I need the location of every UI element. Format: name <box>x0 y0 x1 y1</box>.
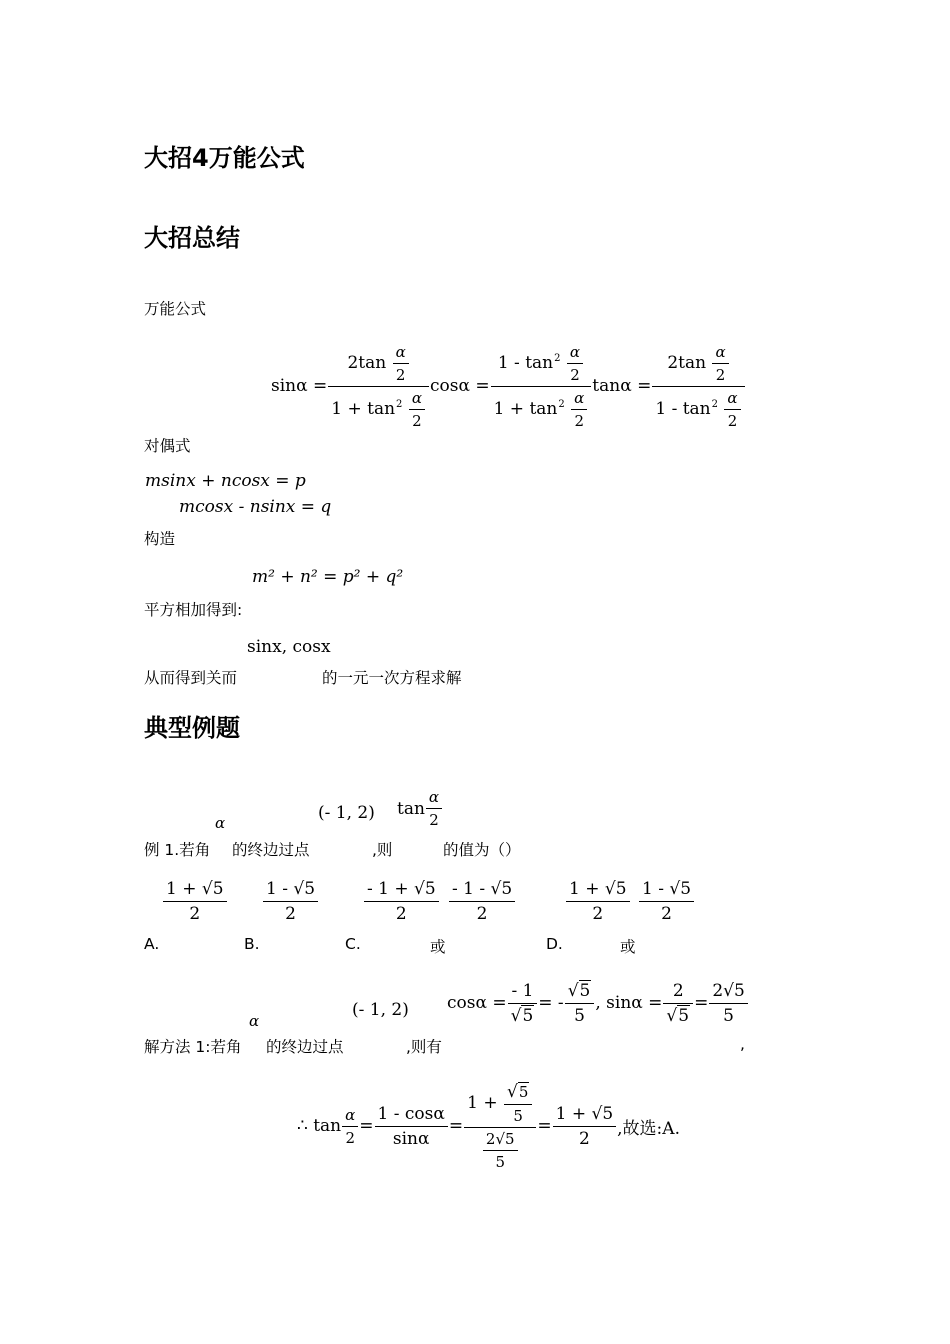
solution-point: (- 1, 2) <box>352 1000 409 1020</box>
option-c-value-1: $\frac{- 1 + √5}{2}$ <box>363 879 440 924</box>
option-b-label[interactable]: B. <box>244 935 260 953</box>
solution-mid2: ,则有 <box>406 1038 442 1056</box>
section-heading-summary: 大招总结 <box>144 224 240 252</box>
cos-fraction: $1 - \tan^2$ $\frac{\alpha}{2}$ $1 + \tan^2$ $\frac{\alpha}{2}$ <box>491 343 592 430</box>
cos-lhs: cosα = <box>429 376 490 396</box>
option-d-value-2: $\frac{1 - √5}{2}$ <box>638 879 695 924</box>
alpha-symbol: α <box>215 814 226 832</box>
sin-fraction: 2tan $\frac{\alpha}{2}$ $1 + \tan^2$ $\frac{\alpha}{2}$ <box>328 343 429 430</box>
option-d-or: 或 <box>620 938 636 956</box>
result-text-b: 的一元一次方程求解 <box>322 669 462 687</box>
option-b-value: $\frac{1 - √5}{2}$ <box>262 879 319 924</box>
option-a-label[interactable]: A. <box>144 935 160 953</box>
construct-label: 构造 <box>144 530 176 548</box>
option-c-or: 或 <box>430 938 446 956</box>
section-heading-examples: 典型例题 <box>144 714 240 742</box>
example-mid1: 的终边过点 <box>232 841 310 859</box>
equation-2: mcosx - nsinx = q <box>179 497 332 517</box>
example-mid2: ,则 <box>372 841 393 859</box>
option-d-label[interactable]: D. <box>546 935 563 953</box>
solution-cos-sin: cosα = $\frac{- 1}{√5}$ = - $\frac{√5}{5}$ , sinα = $\frac{2}{√5}$ = $\frac{2√5}{5}$ <box>447 976 749 1030</box>
add-label: 平方相加得到: <box>144 601 243 619</box>
tan-half-alpha: tan $\frac{\alpha}{2}$ <box>397 788 443 829</box>
example-suffix: 的值为（） <box>443 841 521 859</box>
sincos-term: sinx, cosx <box>247 637 331 657</box>
dual-label: 对偶式 <box>144 437 191 455</box>
option-c-label[interactable]: C. <box>345 935 361 953</box>
universal-formula-label: 万能公式 <box>144 300 207 318</box>
equation-3: m² + n² = p² + q² <box>252 567 404 587</box>
solution-mid1: 的终边过点 <box>266 1038 344 1056</box>
result-text-a: 从而得到关而 <box>144 669 238 687</box>
sin-lhs: sinα = <box>271 376 328 396</box>
example-prefix: 例 1.若角 <box>144 841 211 859</box>
tan-lhs: tanα = <box>592 376 652 396</box>
equation-1: msinx + ncosx = p <box>145 471 306 491</box>
tan-fraction: 2tan $\frac{\alpha}{2}$ $1 - \tan^2$ $\frac{\alpha}{2}$ <box>652 343 744 430</box>
page-title: 大招4万能公式 <box>144 144 305 172</box>
solution-prefix: 解方法 1:若角 <box>144 1038 242 1056</box>
solution-derivation: ∴ tan $\frac{\alpha}{2}$ = $\frac{1 - \cos\alpha}{\sin\alpha}$ = 1 + $\frac{√5}{5}$ $\frac{2√5}{5}$ = $\frac{1 + √5}{2}$ ,故选:A. <box>297 1081 680 1171</box>
solution-comma: , <box>740 1035 745 1053</box>
option-d-value-1: $\frac{1 + √5}{2}$ <box>565 879 631 924</box>
option-a-value: $\frac{1 + √5}{2}$ <box>162 879 228 924</box>
universal-formula <box>271 342 746 430</box>
option-c-value-2: $\frac{- 1 - √5}{2}$ <box>448 879 516 924</box>
solution-alpha-symbol: α <box>249 1012 260 1030</box>
point-coords: (- 1, 2) <box>318 803 375 823</box>
